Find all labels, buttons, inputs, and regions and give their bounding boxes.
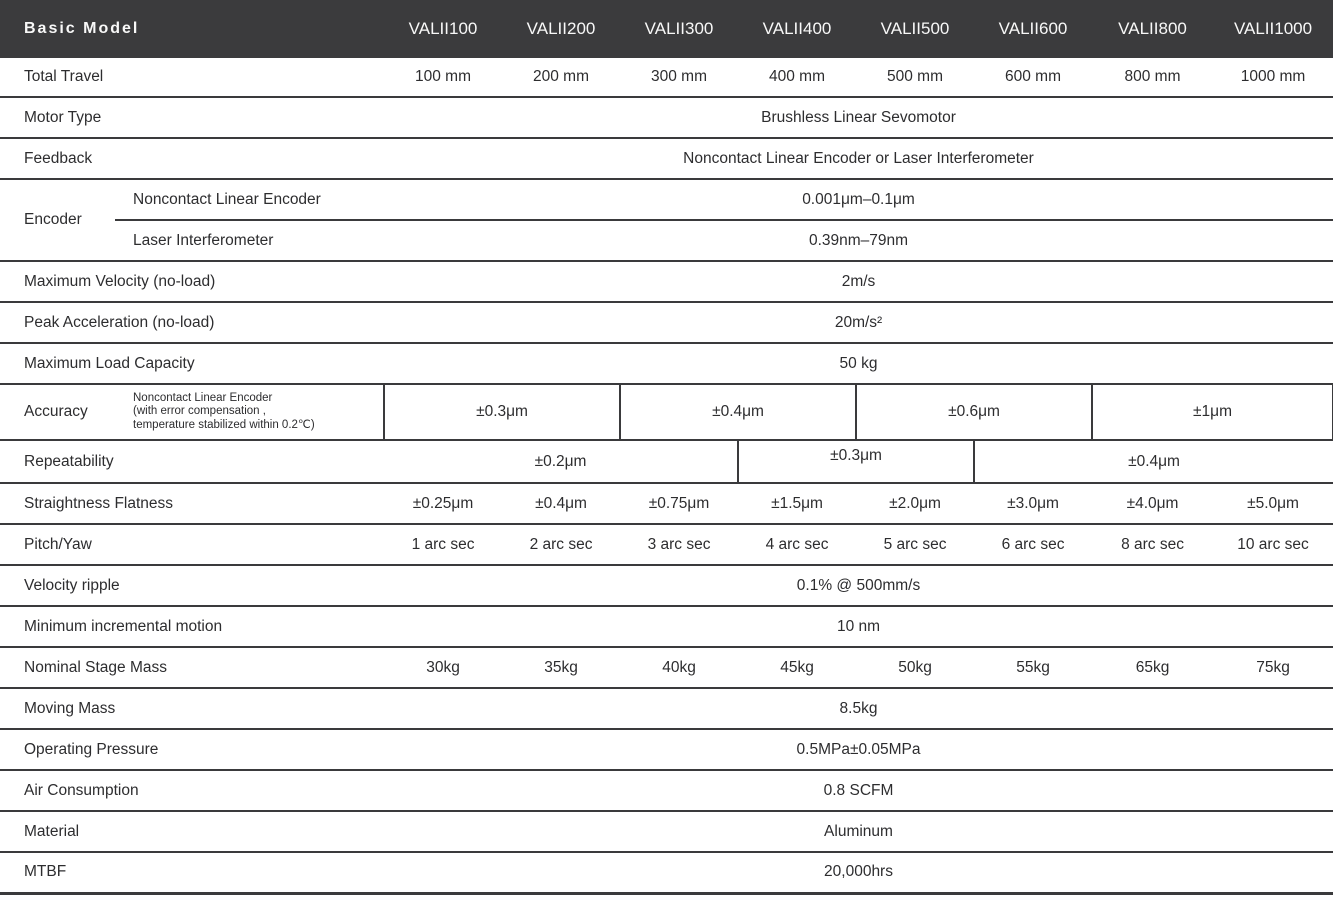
row-max-velocity — [0, 261, 1333, 302]
row-encoder-laser — [0, 220, 1333, 261]
spec-value: 6 arc sec — [974, 524, 1092, 565]
spec-value: 2m/s — [384, 261, 1333, 302]
header-model-valii500: VALII500 — [856, 0, 974, 58]
spec-value: 20,000hrs — [384, 852, 1333, 893]
spec-value: ±1.5μm — [738, 483, 856, 524]
row-label: MTBF — [0, 852, 384, 893]
spec-value: 3 arc sec — [620, 524, 738, 565]
spec-value: 8 arc sec — [1092, 524, 1213, 565]
spec-value: 55kg — [974, 647, 1092, 688]
spec-value: 600 mm — [974, 58, 1092, 97]
spec-value: Aluminum — [384, 811, 1333, 852]
header-model-valii300: VALII300 — [620, 0, 738, 58]
spec-value: 500 mm — [856, 58, 974, 97]
spec-value: 2 arc sec — [502, 524, 620, 565]
spec-value: 10 nm — [384, 606, 1333, 647]
row-label: Pitch/Yaw — [0, 524, 384, 565]
spec-value: 800 mm — [1092, 58, 1213, 97]
row-feedback — [0, 138, 1333, 179]
row-label: Accuracy — [0, 384, 115, 440]
spec-value: ±0.6μm — [856, 384, 1092, 440]
row-label: Motor Type — [0, 97, 384, 138]
row-label: Straightness Flatness — [0, 483, 384, 524]
spec-value: 8.5kg — [384, 688, 1333, 729]
spec-value: 300 mm — [620, 58, 738, 97]
spec-value: 10 arc sec — [1213, 524, 1333, 565]
row-material — [0, 811, 1333, 852]
row-straightness-flatness — [0, 483, 1333, 524]
encoder-sub-label: Laser Interferometer — [115, 220, 384, 261]
row-total-travel — [0, 58, 1333, 97]
spec-value: ±0.3μm — [384, 384, 620, 440]
row-nominal-stage-mass — [0, 647, 1333, 688]
spec-value: ±0.2μm — [384, 440, 738, 483]
spec-value: 4 arc sec — [738, 524, 856, 565]
row-label: Operating Pressure — [0, 729, 384, 770]
spec-value — [738, 440, 974, 483]
row-operating-pressure — [0, 729, 1333, 770]
row-label: Maximum Velocity (no-load) — [0, 261, 384, 302]
row-peak-acceleration — [0, 302, 1333, 343]
row-label: Repeatability — [0, 440, 384, 483]
spec-value: 45kg — [738, 647, 856, 688]
row-label: Minimum incremental motion — [0, 606, 384, 647]
row-velocity-ripple — [0, 565, 1333, 606]
spec-value: 30kg — [384, 647, 502, 688]
encoder-sub-label: Noncontact Linear Encoder — [115, 179, 384, 220]
header-model-valii100: VALII100 — [384, 0, 502, 58]
spec-value: ±0.4μm — [620, 384, 856, 440]
table-header-row — [0, 0, 1333, 58]
row-label: Maximum Load Capacity — [0, 343, 384, 384]
row-min-incremental-motion — [0, 606, 1333, 647]
row-motor-type — [0, 97, 1333, 138]
spec-value: ±0.75μm — [620, 483, 738, 524]
row-accuracy — [0, 384, 1333, 440]
spec-value: 0.001μm–0.1μm — [384, 179, 1333, 220]
spec-value: 50 kg — [384, 343, 1333, 384]
header-model-valii600: VALII600 — [974, 0, 1092, 58]
accuracy-note — [115, 384, 384, 440]
spec-value: Noncontact Linear Encoder or Laser Interferometer — [384, 138, 1333, 179]
spec-value-text: ±0.3μm — [830, 446, 882, 464]
header-model-valii800: VALII800 — [1092, 0, 1213, 58]
spec-value: ±0.4μm — [974, 440, 1333, 483]
spec-value: ±4.0μm — [1092, 483, 1213, 524]
row-repeatability — [0, 440, 1333, 483]
header-model-valii1000: VALII1000 — [1213, 0, 1333, 58]
row-label: Total Travel — [0, 58, 384, 97]
spec-value: Brushless Linear Sevomotor — [384, 97, 1333, 138]
spec-value: 0.1% @ 500mm/s — [384, 565, 1333, 606]
spec-value: ±2.0μm — [856, 483, 974, 524]
spec-value: 0.39nm–79nm — [384, 220, 1333, 261]
row-air-consumption — [0, 770, 1333, 811]
spec-value: 20m/s² — [384, 302, 1333, 343]
spec-value: 0.5MPa±0.05MPa — [384, 729, 1333, 770]
spec-value: 65kg — [1092, 647, 1213, 688]
spec-value: ±3.0μm — [974, 483, 1092, 524]
accuracy-note-line: Noncontact Linear Encoder — [133, 391, 273, 404]
row-encoder-noncontact — [0, 179, 1333, 220]
row-pitch-yaw — [0, 524, 1333, 565]
spec-value: 200 mm — [502, 58, 620, 97]
row-label-encoder: Encoder — [0, 179, 115, 261]
spec-value: ±0.4μm — [502, 483, 620, 524]
row-label: Air Consumption — [0, 770, 384, 811]
row-moving-mass — [0, 688, 1333, 729]
spec-value: 100 mm — [384, 58, 502, 97]
row-label: Peak Acceleration (no-load) — [0, 302, 384, 343]
spec-value: ±0.25μm — [384, 483, 502, 524]
spec-value: 40kg — [620, 647, 738, 688]
row-label: Material — [0, 811, 384, 852]
header-model-valii400: VALII400 — [738, 0, 856, 58]
row-label: Feedback — [0, 138, 384, 179]
row-label: Moving Mass — [0, 688, 384, 729]
spec-value: 0.8 SCFM — [384, 770, 1333, 811]
spec-value: 5 arc sec — [856, 524, 974, 565]
spec-value: 400 mm — [738, 58, 856, 97]
spec-value: 1000 mm — [1213, 58, 1333, 97]
header-model-valii200: VALII200 — [502, 0, 620, 58]
spec-value: 1 arc sec — [384, 524, 502, 565]
spec-value: ±1μm — [1092, 384, 1333, 440]
row-label: Nominal Stage Mass — [0, 647, 384, 688]
row-mtbf — [0, 852, 1333, 893]
accuracy-note-line: temperature stabilized within 0.2℃) — [133, 418, 315, 431]
row-max-load — [0, 343, 1333, 384]
accuracy-note-line: (with error compensation , — [133, 405, 266, 418]
row-label: Velocity ripple — [0, 565, 384, 606]
spec-value: 75kg — [1213, 647, 1333, 688]
spec-value: 35kg — [502, 647, 620, 688]
header-basic-model-label: Basic Model — [0, 0, 384, 58]
spec-value: ±5.0μm — [1213, 483, 1333, 524]
spec-value: 50kg — [856, 647, 974, 688]
